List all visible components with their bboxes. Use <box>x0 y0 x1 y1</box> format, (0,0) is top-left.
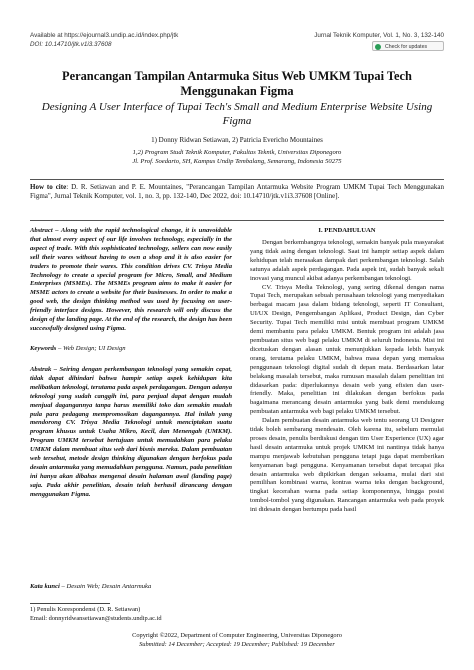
keywords-label: Keywords <box>30 345 57 352</box>
intro-paragraph: CV. Trisya Media Teknologi, yang sering dikenal dengan nama Tupai Tech, merupakan sebuah perusahaan teknologi yang menyediakan berbagai macam jasa dalam bidang teknologi, seperti IT Consultant, UI/UX Design, Pengembangan Aplikasi, Product Design, dan Cyber Security. Tupai Tech memiliki misi untuk membuat program UMKM demi membantu para pelaku UMKM. Bentuk program ini adalah jasa pembuatan situs web bagi pelaku UMKM di seluruh Indonesia. Misi ini dicetuskan dengan alasan untuk menunjukkan kepada lebih banyak orang, terutama pelaku UMKM, bahwa masa depan yang memaksa penggunaan teknologi digital sudah di depan mata. Berdasarkan latar belakang masalah tersebut, maka rumusan masalah dalam penelitian ini didasarkan pada: diperlukannya desain web yang efisien dan user-friendly. Maka, penelitian ini dilakukan dengan berfokus pada bagaimana merancang desain antarmuka yang baik demi mendukung pembuatan antarmuka web bagi pelaku UMKM tersebut. <box>250 283 444 416</box>
corresponding-email[interactable]: Email: donnyridwansetiawan@students.undip.ac.id <box>30 614 162 622</box>
how-to-cite <box>30 183 444 202</box>
divider-top <box>30 179 444 180</box>
abstract-indonesian: Abstrak – Seiring dengan perkembangan teknologi yang semakin cepat, tidak dapat dihindari bahwa hampir setiap aspek kehidupan kita melibatkan teknologi, terutama pada aspek perdagangan. Dengan adanya teknologi yang sudah canggih ini, para penjual dapat dengan mudah menjual dagangannya tanpa harus memiliki toko dan semakin mudah pula para pedagang mempromosikan dagangannya. Hal inilah yang mendorong CV. Trisya Media Teknologi untuk menciptakan suatu program khusus untuk Usaha Mikro, Kecil, dan Menengah (UMKM). Program UMKM tersebut bertujuan untuk memudahkan para pelaku UMKM dalam membuat situs web dari bisnis mereka. Dalam pembuatan web tersebut, metode design thinking digunakan dengan berfokus pada desain antarmuka yang memudahkan pengguna. Namun, pada penelitian ini hanya akan dibahas mengenai desain halaman awal (landing page) saja. Pada akhir penelitian, desain telah berhasil dirancang dengan menggunakan Figma. <box>30 366 232 498</box>
journal-header-left <box>30 31 250 49</box>
keywords-indonesian <box>30 583 232 592</box>
paper-subtitle: Designing A User Interface of Tupai Tech's Small and Medium Enterprise Website Using Figma <box>41 101 433 127</box>
intro-paragraph: Dengan berkembangnya teknologi, semakin banyak pula masyarakat yang tidak asing dengan teknologi. Saat ini hampir setiap aspek dalam kehidupan telah merasakan dampak dari perkembangan teknologi. Salah satunya adalah aspek perdagangan. Pada aspek ini, sudah banyak sekali inovasi yang muncul akibat adanya perkembangan teknologi. <box>250 239 444 282</box>
keywords-english <box>30 345 232 354</box>
how-to-cite-label: How to cite <box>30 183 67 191</box>
journal-url[interactable]: Available at https://ejournal3.undip.ac.id/index.php/jtk <box>30 32 179 39</box>
submission-dates: Submitted: 14 December; Accepted: 19 December; Published: 19 December <box>139 640 335 648</box>
check-icon <box>375 44 381 50</box>
doi-line: DOI: 10.14710/jtk.v1i3.37608 <box>30 41 112 48</box>
kata-kunci-value: – Desain Web; Desain Antarmuka <box>59 583 152 590</box>
journal-citation: Jurnal Teknik Komputer, Vol. 1, No. 3, 132-140 <box>314 32 444 39</box>
footnote-divider <box>30 603 110 604</box>
how-to-cite-text: : D. R. Setiawan and P. E. Mountaines, "Perancangan Tampilan Antarmuka Website Program UMKM Tupai Tech Menggunakan Figma", Jurnal Teknik Komputer, vol. 1, no. 3, pp. 132-140, Dec 2022, doi: 10.14710/jtk.v1i3.37608 [Online]. <box>30 183 444 201</box>
intro-paragraph: Dalam pembuatan desain antarmuka web tentu seorang UI Designer tidak boleh sembarang mendesain. Oleh karena itu, sebelum memulai proses desain, penulis berdiskusi dengan tim User Experience (UX) agar hasil desain antarmuka untuk projek UMKM ini nantinya tidak hanya mampu menjawab kebutuhan pengguna tetapi juga dapat memberikan kenyamanan bagi pengguna. Kenyamanan tersebut dapat tercapai jika desain antarmuka web dipikirkan dengan seksama, mulai dari sisi pemilihan kombinasi warna, kontras warna teks dengan background, tingkat kecerahan warna pada setiap komponennya, hingga posisi tombol-tombol yang digunakan. Rancangan antarmuka web pada proyek ini didesain dengan bertumpu pada hasil <box>250 417 444 514</box>
journal-header-right <box>258 31 444 40</box>
copyright-footer <box>30 632 444 649</box>
affiliation-line-1: 1,2) Program Studi Teknik Komputer, Fakultas Teknik, Universitas Diponegoro <box>132 149 342 156</box>
check-for-updates-label: Check for updates <box>385 44 428 50</box>
keywords-value: – Web Design; UI Design <box>56 345 126 352</box>
paper-title: Perancangan Tampilan Antarmuka Situs Web UMKM Tupai Tech Menggunakan Figma <box>62 69 412 98</box>
introduction-body <box>250 239 444 515</box>
kata-kunci-label: Kata kunci <box>30 583 60 590</box>
affiliation-line-2: Jl. Prof. Soedarto, SH, Kampus Undip Tembalang, Semarang, Indonesia 50275 <box>132 157 342 165</box>
copyright-line: Copyright ©2022, Department of Computer Engineering, Universitas Diponegoro <box>132 632 342 639</box>
abstract-english: Abstract – Along with the rapid technological change, it is unavoidable that almost every aspect of our life involves technology, especially in the aspect of trade. With this sophisticated technology, sellers can now easily sell their wares without having to own a shop and it is also easier for traders to promote their wares. This condition drives CV. Trisya Media Technology to create a special program for Micro, Small, and Medium Enterprises (MSMEs). The MSMEs program aims to make it easier for MSME actors to create a website for their businesses. In order to make a good web, the design thinking method was used by focusing on user-friendly interface designs. However, this research will only discuss the design of the landing page. At the end of the research, the design has been successfully designed using Figma. <box>30 227 232 332</box>
footnote <box>30 606 235 624</box>
check-for-updates-button[interactable] <box>372 41 444 51</box>
author-list: 1) Donny Ridwan Setiawan, 2) Patricia Evericho Mountaines <box>151 136 323 144</box>
section-heading: I. PENDAHULUAN <box>318 227 376 234</box>
affiliation <box>40 149 434 167</box>
divider-bottom <box>30 220 444 221</box>
corresponding-author: 1) Penulis Korespondensi (D. R. Setiawan) <box>30 606 141 613</box>
